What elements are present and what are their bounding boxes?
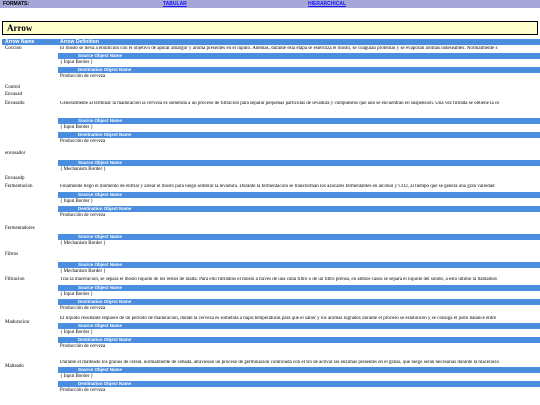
destination-label: Destination Object Name xyxy=(78,132,132,137)
arrow-name: Fermentacion xyxy=(5,184,33,189)
table-row xyxy=(2,92,540,98)
destination-header xyxy=(58,132,540,138)
source-value: { Mechanism Border } xyxy=(60,269,106,274)
arrow-definition: El mosto se lleva a ebullición con el objetivo de apurar amargor y aroma presentes en el lúpulo. Además, durante esta etapa se esteriliza el mosto, se coagulan proteínas y se evaporan aromas indeseables. Normalmente s xyxy=(60,46,498,51)
arrow-name: Coccion xyxy=(5,46,22,51)
source-value: { Mechanism Border } xyxy=(60,241,106,246)
destination-header xyxy=(58,67,540,73)
destination-value: Producción de cerveza xyxy=(60,388,106,393)
source-header xyxy=(58,262,540,268)
source-value: { Input Border } xyxy=(60,292,93,297)
source-value: { Mechanism Border } xyxy=(60,167,106,172)
arrow-name: Control xyxy=(5,85,21,90)
arrow-definition-header: Arrow Definition xyxy=(60,39,99,45)
table-row xyxy=(2,176,540,182)
source-header xyxy=(58,118,540,124)
table-row xyxy=(2,184,540,190)
arrow-name: Filtracion xyxy=(5,277,25,282)
table-header xyxy=(2,39,540,45)
arrow-definition: Durante el malteado los granos de cereal, normalmente de cebada, atraviesan un proceso de germinación controlada con el fin de activar las enzimas presentes en el grano, que luego serán necesarias durante la maceració xyxy=(60,360,499,365)
destination-header xyxy=(58,337,540,343)
destination-value: Producción de cerveza xyxy=(60,139,106,144)
arrow-name-header: Arrow Name xyxy=(5,39,35,45)
source-header xyxy=(58,160,540,166)
arrow-name: Envasado xyxy=(5,101,25,106)
hierarchical-link[interactable]: HIERARCHICAL xyxy=(308,1,347,7)
source-value: { Input Border } xyxy=(60,374,93,379)
table-row xyxy=(2,226,540,232)
table-row xyxy=(2,252,540,258)
source-header xyxy=(58,285,540,291)
destination-value: Producción de cerveza xyxy=(60,344,106,349)
table-row xyxy=(2,151,540,157)
source-header xyxy=(58,323,540,329)
destination-value: Producción de cerveza xyxy=(60,74,106,79)
source-value: { Input Border } xyxy=(60,199,93,204)
source-label: Source Object Name xyxy=(78,367,123,372)
arrow-name: envasador xyxy=(5,151,26,156)
source-label: Source Object Name xyxy=(78,53,123,58)
destination-value: Producción de cerveza xyxy=(60,213,106,218)
tabular-link[interactable]: TABULAR xyxy=(163,1,187,7)
source-label: Source Object Name xyxy=(78,234,123,239)
source-header xyxy=(58,234,540,240)
source-value: { Input Border } xyxy=(60,125,93,130)
table-row xyxy=(2,277,540,283)
destination-label: Destination Object Name xyxy=(78,206,132,211)
table-row xyxy=(2,101,540,107)
source-value: { Input Border } xyxy=(60,330,93,335)
arrow-name: Malteado xyxy=(5,364,24,369)
destination-header xyxy=(58,381,540,387)
source-value: { Input Border } xyxy=(60,60,93,65)
arrow-name: Maduracion xyxy=(5,320,30,325)
arrow-definition: El líquido resultante requiere de un período de maduración, donde la cerveza es sometida a bajas temperaturas para que el sabor y los aromas logrados durante el proceso se estabilicen y se consiga el justo balance entre xyxy=(60,316,497,321)
source-label: Source Object Name xyxy=(78,323,123,328)
formats-bar xyxy=(0,0,540,8)
source-label: Source Object Name xyxy=(78,192,123,197)
destination-header xyxy=(58,206,540,212)
table-row xyxy=(2,46,540,52)
destination-header xyxy=(58,299,540,305)
arrow-name: Filtros xyxy=(5,252,19,257)
arrow-definition: Tras la maceración, se separa el mosto líquido de los restos de malta. Para ello filtramos el mosto a través de una cuba filtro o de un filtro prensa, en ambos casos se separa el líquido del sólido, a esto último la llamamos xyxy=(60,277,497,282)
arrow-definition: Finalmente llegó el momento de enfriar y airear el mosto para luego sembrar la levadura. Durante la fermentación se transforman los azúcares fermentables en alcohol y CO2, al tiempo que se genera una gran variedad xyxy=(60,184,495,189)
source-label: Source Object Name xyxy=(78,285,123,290)
arrow-name: Fermentadores xyxy=(5,226,35,231)
arrow-name: Envasadp xyxy=(5,176,25,181)
formats-label: FORMATS: xyxy=(3,1,30,7)
destination-label: Destination Object Name xyxy=(78,337,132,342)
destination-value: Producción de cerveza xyxy=(60,306,106,311)
page-title-box xyxy=(2,21,538,35)
source-label: Source Object Name xyxy=(78,160,123,165)
arrow-name: Envasad xyxy=(5,92,22,97)
destination-label: Destination Object Name xyxy=(78,299,132,304)
destination-label: Destination Object Name xyxy=(78,67,132,72)
source-header xyxy=(58,367,540,373)
source-label: Source Object Name xyxy=(78,118,123,123)
source-header xyxy=(58,53,540,59)
source-header xyxy=(58,192,540,198)
destination-label: Destination Object Name xyxy=(78,381,132,386)
source-label: Source Object Name xyxy=(78,262,123,267)
table-row xyxy=(2,85,540,91)
page-title: Arrow xyxy=(7,23,33,33)
arrow-definition: Generalmente al terminar la maduración la cerveza es sometida a un proceso de filtración para separar pequeñas partículas de levadura y compuestos que aún se encuentran en suspensión. Una vez filtrada se obtiene la ce xyxy=(60,101,500,106)
